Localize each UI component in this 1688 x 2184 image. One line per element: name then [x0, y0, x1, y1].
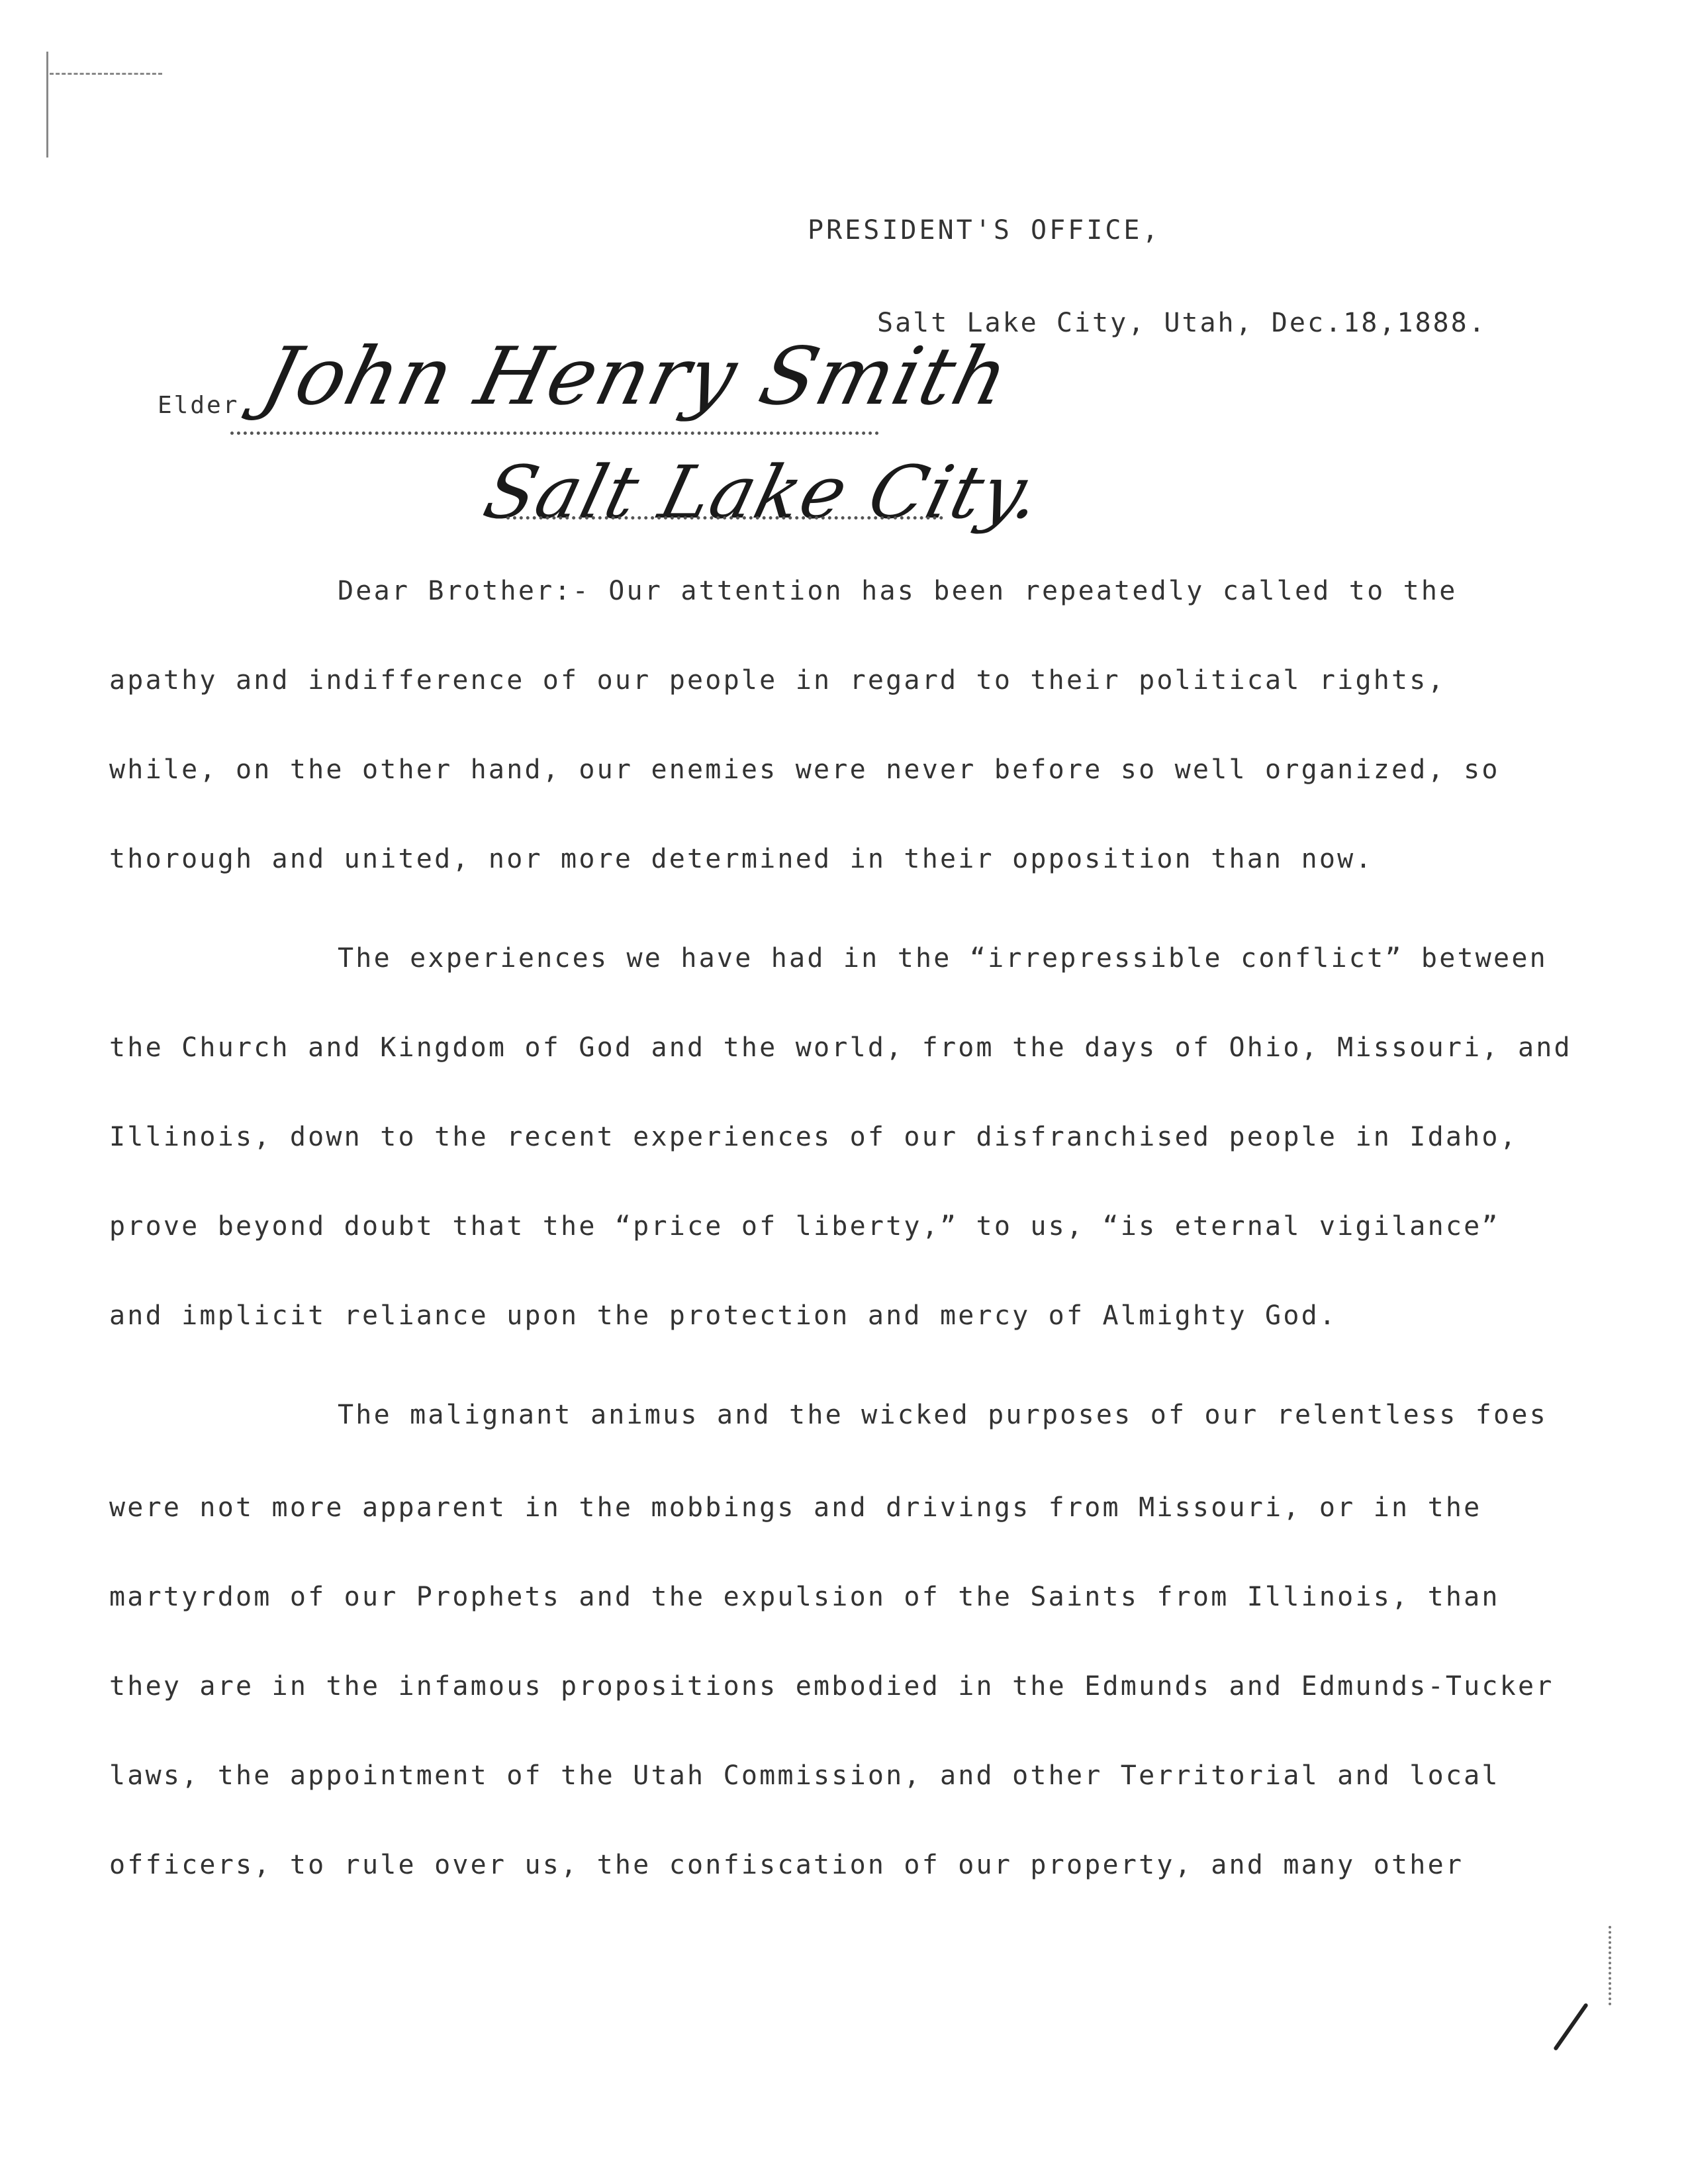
body-line: The malignant animus and the wicked purposes of our relentless foes — [338, 1400, 1548, 1430]
margin-pencil-mark — [46, 52, 48, 158]
body-line: they are in the infamous propositions embodied in the Edmunds and Edmunds-Tucker — [109, 1671, 1554, 1702]
body-line: officers, to rule over us, the confiscation of our property, and many other — [109, 1850, 1464, 1880]
body-line: The experiences we have had in the “irrepressible conflict” between — [338, 943, 1548, 974]
edge-dotted-mark — [1609, 1926, 1611, 2005]
body-line: and implicit reliance upon the protection and mercy of Almighty God. — [109, 1300, 1338, 1331]
addressee-city-handwritten: Salt Lake City. — [476, 450, 1051, 535]
body-line: laws, the appointment of the Utah Commission, and other Territorial and local — [109, 1760, 1500, 1791]
dotted-line-city — [506, 516, 943, 520]
pencil-stroke-mark — [1553, 2003, 1589, 2051]
body-line: thorough and united, nor more determined in their opposition than now. — [109, 844, 1374, 874]
body-line: Illinois, down to the recent experiences of our disfranchised people in Idaho, — [109, 1122, 1518, 1152]
addressee-name-handwritten: John Henry Smith — [253, 331, 1019, 423]
body-line: martyrdom of our Prophets and the expulsion of the Saints from Illinois, than — [109, 1582, 1500, 1612]
letterhead: PRESIDENT'S OFFICE, — [808, 215, 1161, 246]
dotted-line-name — [230, 432, 879, 435]
body-line: while, on the other hand, our enemies were never before so well organized, so — [109, 754, 1500, 785]
body-line: apathy and indifference of our people in regard to their political rights, — [109, 665, 1446, 696]
dateline: Salt Lake City, Utah, Dec.18,1888. — [877, 308, 1487, 338]
addressee-prefix: Elder. — [158, 392, 256, 419]
body-line: were not more apparent in the mobbings and drivings from Missouri, or in the — [109, 1492, 1482, 1523]
corner-dash-mark — [50, 73, 162, 75]
body-line: the Church and Kingdom of God and the world, from the days of Ohio, Missouri, and — [109, 1032, 1572, 1063]
body-line: prove beyond doubt that the “price of liberty,” to us, “is eternal vigilance” — [109, 1211, 1500, 1242]
body-line: Dear Brother:- Our attention has been repeatedly called to the — [338, 576, 1458, 606]
